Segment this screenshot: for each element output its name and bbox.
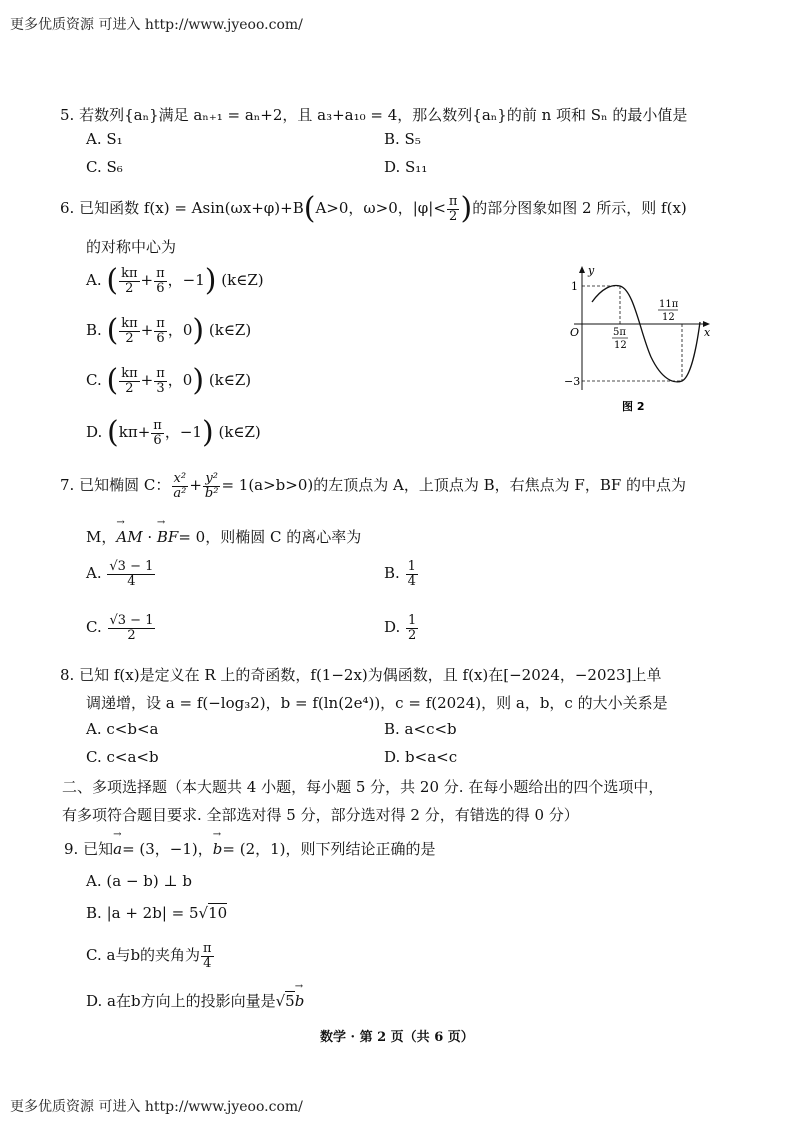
q6-text-a: 已知函数 f(x) = Asin(ωx+φ)+B [79, 199, 304, 217]
q6-number: 6. [60, 199, 75, 217]
y-tick-1: 1 [571, 280, 578, 293]
top-watermark: 更多优质资源 可进入 http://www.jyeoo.com/ [10, 17, 303, 33]
q9-option-d: D. a在b方向上的投影向量是√5→ b [86, 990, 304, 1011]
q7-option-a: A. $\frac{√3 - 1}{4}$ [86, 559, 154, 589]
q6-pi-over-2: $\frac{\pi}{2}$ [448, 193, 458, 224]
bottom-watermark: 更多优质资源 可进入 http://www.jyeoo.com/ [10, 1099, 303, 1115]
q7-stem-line1: 7. 已知椭圆 C： $\frac{\text{x²}}{\text{a²}}$ + $\frac{\text{y²}}{\text{b²}}$ = 1(a>b>0)的左顶点为 A，上顶点为 B，右焦点为 F，BF 的中点为 [60, 471, 687, 501]
q6-text-c: 的部分图象如图 2 所示，则 f(x) [472, 199, 687, 217]
y-tick-neg3: −3 [564, 375, 581, 388]
origin-label: O [570, 326, 580, 339]
q9-option-c: C. a与b的夹角为 $\frac{\pi}{4}$ [86, 941, 212, 971]
q5-text: 若数列{aₙ}满足 aₙ₊₁ = aₙ+2，且 a₃+a₁₀ = 4，那么数列{aₙ}的前 n 项和 Sₙ 的最小值是 [79, 106, 688, 124]
q6-close-paren: ) [460, 191, 473, 226]
vector-AM: → AM [116, 528, 142, 546]
x-axis-label: x [704, 326, 711, 339]
q8-number: 8. [60, 666, 75, 684]
q6-stem-line1 [60, 191, 687, 226]
q9-stem: 9. 已知→ a= (3，−1)，→ b= (2，1)，则下列结论正确的是 [64, 838, 436, 859]
q5-option-d: D. S₁₁ [384, 158, 428, 176]
q6-option-a: A. ( $\frac{k\pi}{2}$ + $\frac{\pi}{6}$ ，−1) (k∈Z) [86, 263, 264, 298]
q6-stem-line2: 的对称中心为 [86, 238, 177, 256]
q5-stem [60, 104, 687, 125]
q5-number: 5. [60, 106, 75, 124]
vector-BF: → BF [157, 528, 178, 546]
y-axis-arrow [579, 266, 585, 273]
q7-number: 7. [60, 476, 75, 495]
q7-stem-line2: M，→ AM · → BF= 0，则椭圆 C 的离心率为 [86, 526, 361, 547]
q6-figure-graph [558, 262, 718, 422]
q5-option-c: C. S₆ [86, 158, 123, 176]
q6-option-c: C. ( $\frac{k\pi}{2}$ + $\frac{\pi}{3}$ ，0) (k∈Z) [86, 363, 252, 398]
q7-option-c: C. $\frac{√3 - 1}{2}$ [86, 613, 154, 643]
x-tick-11pi-den: 12 [662, 312, 675, 323]
q9-option-a: A. (a − b) ⊥ b [86, 872, 192, 890]
q6-open-paren: ( [303, 191, 316, 226]
section2-heading-line2: 有多项符合题目要求. 全部选对得 5 分，部分选对得 2 分，有错选的得 0 分） [62, 806, 579, 824]
q8-stem-line2: 调递增，设 a = f(−log₃2)，b = f(ln(2e⁴))，c = f(2024)，则 a，b，c 的大小关系是 [86, 694, 668, 712]
q6-text-b: A>0，ω>0，|φ|< [315, 199, 446, 217]
q7-option-b: B. $\frac{1}{4}$ [384, 559, 416, 589]
y-axis-label: y [588, 264, 595, 277]
q8-option-b: B. a<c<b [384, 720, 457, 738]
x-tick-11pi-num: 11π [659, 299, 679, 310]
q5-option-a: A. S₁ [86, 130, 123, 148]
x-tick-5pi-num: 5π [613, 327, 626, 338]
q8-option-a: A. c<b<a [86, 720, 159, 738]
q5-option-b: B. S₅ [384, 130, 421, 148]
q7-option-d: D. $\frac{1}{2}$ [384, 613, 417, 643]
q6-option-d: D. (kπ+ $\frac{\pi}{6}$ ，−1) (k∈Z) [86, 415, 261, 450]
q6-option-b: B. ( $\frac{k\pi}{2}$ + $\frac{\pi}{6}$ ，0) (k∈Z) [86, 313, 252, 348]
q8-option-d: D. b<a<c [384, 748, 458, 766]
q8-stem-line1: 8. 已知 f(x)是定义在 R 上的奇函数，f(1−2x)为偶函数，且 f(x)在[−2024，−2023]上单 [60, 666, 662, 684]
section2-heading-line1: 二、多项选择题（本大题共 4 小题，每小题 5 分，共 20 分. 在每小题给出的四个选项中， [62, 778, 664, 796]
page-footer: 数学 · 第 2 页（共 6 页） [320, 1030, 474, 1045]
q8-option-c: C. c<a<b [86, 748, 159, 766]
q9-option-b: B. |a + 2b| = 5√10 [86, 904, 228, 922]
figure-caption: 图 2 [622, 400, 645, 413]
sine-curve [592, 286, 700, 382]
q9-number: 9. [64, 840, 79, 858]
x-tick-5pi-den: 12 [614, 340, 627, 351]
